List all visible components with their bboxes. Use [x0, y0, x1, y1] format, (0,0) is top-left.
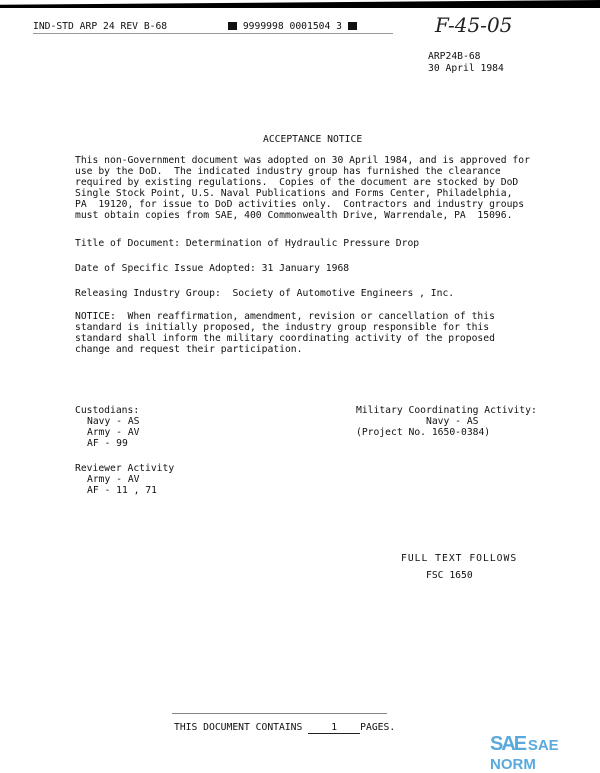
releasing-group: Releasing Industry Group: Society of Automotive Engineers , Inc.	[75, 288, 455, 299]
custodians	[75, 405, 140, 449]
doc-number: ARP24B-68	[428, 51, 481, 62]
reviewer-label: Reviewer Activity	[75, 463, 175, 474]
footer-rule	[172, 713, 387, 714]
notice-line: standard shall inform the military coordinating activity of the proposed	[75, 333, 495, 344]
page-title: ACCEPTANCE NOTICE	[263, 134, 363, 145]
barcode-block-icon	[348, 22, 357, 30]
contains-label: THIS DOCUMENT CONTAINS	[174, 722, 303, 733]
doc-code: IND-STD ARP 24 REV B-68	[33, 21, 168, 32]
intro-line: Single Stock Point, U.S. Naval Publications and Forms Center, Philadelphia,	[75, 188, 513, 199]
page-count-value: 1	[308, 722, 360, 734]
notice-line: standard is initially proposed, the industry group responsible for this	[75, 322, 490, 333]
custodian-item: Navy - AS	[87, 416, 140, 427]
handwritten-note: F-45-05	[435, 13, 513, 37]
sae-logo-mark: SAE	[490, 733, 526, 755]
reviewer-item: AF - 11 , 71	[87, 485, 157, 496]
intro-line: must obtain copies from SAE, 400 Commonwealth Drive, Warrendale, PA 15096.	[75, 210, 513, 221]
intro-line: PA 19120, for issue to DoD activities only. Contractors and industry groups	[75, 199, 525, 210]
date-adopted: Date of Specific Issue Adopted: 31 January 1968	[75, 263, 350, 274]
barcode-line	[228, 21, 357, 32]
scan-edge-bar	[0, 0, 600, 8]
sae-logo-text: SAE NORM	[490, 737, 559, 773]
barcode-text: 9999998 0001504 3	[242, 21, 342, 32]
title-of-document: Title of Document: Determination of Hydraulic Pressure Drop	[75, 238, 420, 249]
custodian-item: Army - AV	[87, 427, 140, 438]
custodians-label: Custodians:	[75, 405, 140, 416]
military-item: (Project No. 1650-0384)	[356, 427, 491, 438]
pages-label: PAGES.	[360, 722, 396, 733]
notice-line: change and request their participation.	[75, 344, 303, 355]
page-count-line	[174, 722, 395, 734]
reviewer-activity	[75, 463, 174, 496]
military-item: Navy - AS	[426, 416, 479, 427]
barcode-block-icon	[228, 22, 237, 30]
intro-paragraph	[75, 155, 530, 221]
doc-date: 30 April 1984	[428, 63, 504, 74]
military-activity	[356, 405, 537, 438]
intro-line: use by the DoD. The indicated industry group has furnished the clearance	[75, 166, 501, 177]
military-label: Military Coordinating Activity:	[356, 405, 537, 416]
reviewer-item: Army - AV	[87, 474, 140, 485]
notice-paragraph	[75, 311, 495, 355]
header-rule	[33, 33, 393, 34]
sae-logo	[490, 733, 600, 773]
intro-line: required by existing regulations. Copies of the document are stocked by DoD	[75, 177, 519, 188]
custodian-item: AF - 99	[87, 438, 128, 449]
fsc-code: FSC 1650	[426, 570, 473, 581]
intro-line: This non-Government document was adopted on 30 April 1984, and is approved for	[75, 155, 530, 166]
notice-line: NOTICE: When reaffirmation, amendment, revision or cancellation of this	[75, 311, 495, 322]
full-text-follows: FULL TEXT FOLLOWS	[401, 553, 518, 564]
